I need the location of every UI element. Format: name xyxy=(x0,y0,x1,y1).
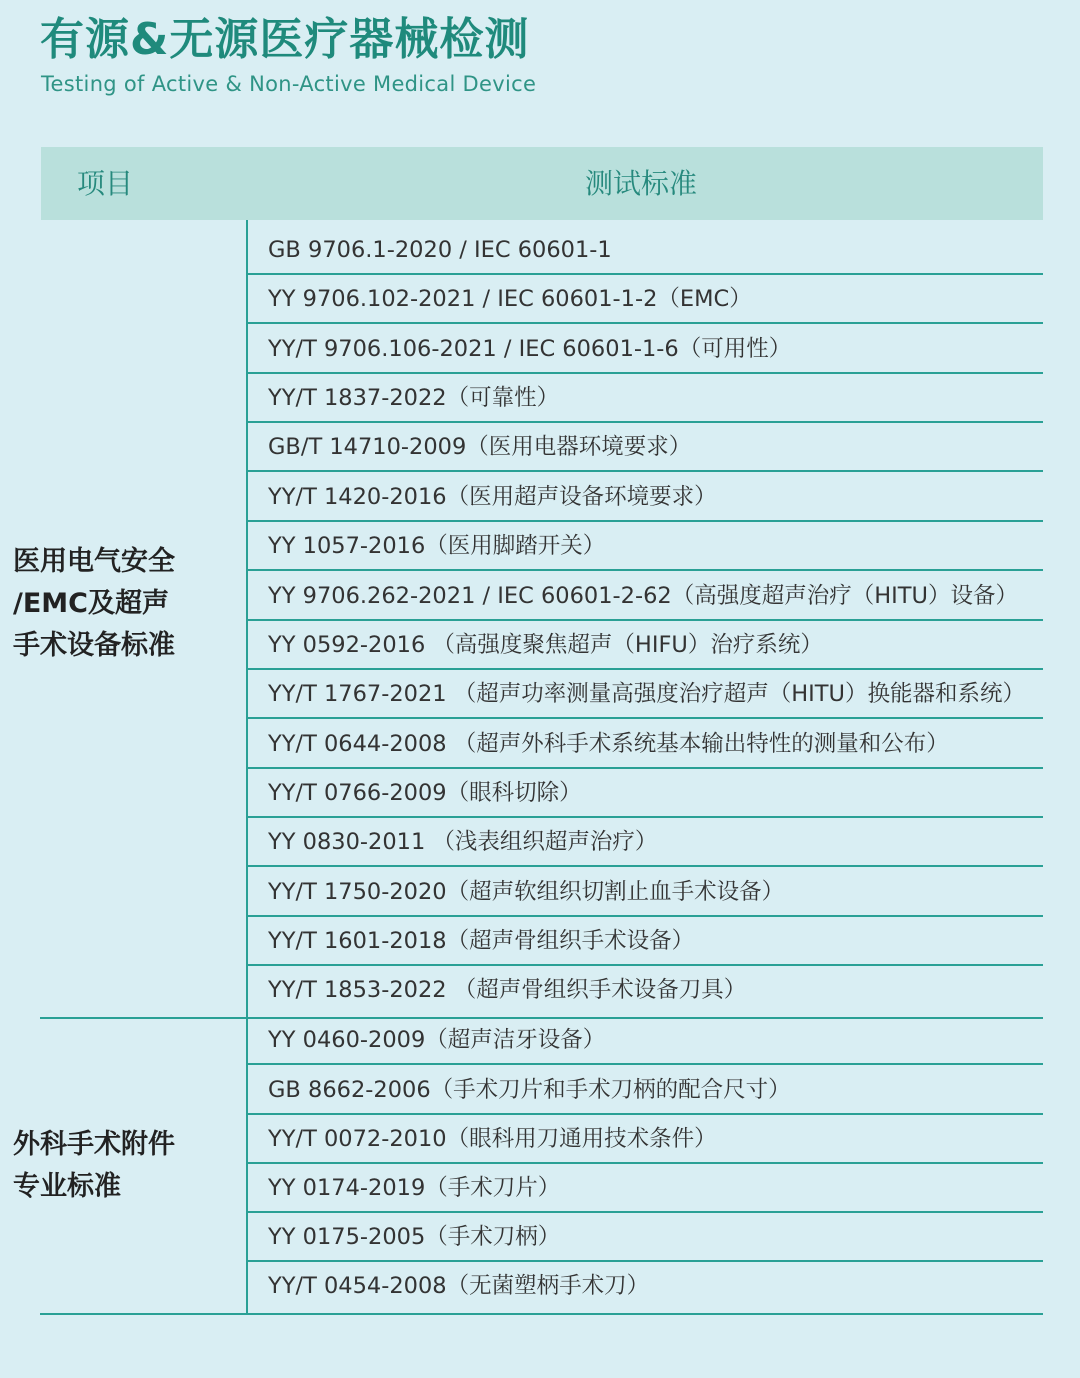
page-subtitle: Testing of Active & Non-Active Medical Device xyxy=(41,72,537,96)
table-row: YY 0830-2011 （浅表组织超声治疗） xyxy=(248,818,1043,867)
table-row: YY/T 1750-2020（超声软组织切割止血手术设备） xyxy=(248,868,1043,917)
table-row: YY/T 1837-2022（可靠性） xyxy=(248,374,1043,423)
category-line: /EMC及超声 xyxy=(13,588,169,619)
table-row: YY/T 0072-2010（眼科用刀通用技术条件） xyxy=(248,1115,1043,1164)
category-surgical-accessories xyxy=(13,1124,203,1208)
table-row: GB/T 14710-2009（医用电器环境要求） xyxy=(248,423,1043,472)
table-row: YY/T 0766-2009（眼科切除） xyxy=(248,769,1043,818)
table-row: YY 0460-2009（超声洁牙设备） xyxy=(248,1016,1043,1065)
table-row: YY/T 1420-2016（医用超声设备环境要求） xyxy=(248,473,1043,522)
table-row: YY 9706.262-2021 / IEC 60601-2-62（高强度超声治疗（HITU）设备） xyxy=(248,572,1043,621)
header-standard: 测试标准 xyxy=(585,167,698,200)
table-row: YY/T 1601-2018（超声骨组织手术设备） xyxy=(248,917,1043,966)
table-row: YY/T 1853-2022 （超声骨组织手术设备刀具） xyxy=(268,977,747,1003)
table-row: YY 1057-2016（医用脚踏开关） xyxy=(248,522,1043,571)
page-title: 有源&无源医疗器械检测 xyxy=(40,14,530,65)
table-row: GB 9706.1-2020 / IEC 60601-1 xyxy=(248,226,1043,275)
table-row: YY 9706.102-2021 / IEC 60601-1-2（EMC） xyxy=(248,275,1043,324)
table-row: GB 8662-2006（手术刀片和手术刀柄的配合尺寸） xyxy=(248,1066,1043,1115)
table-row: YY/T 0644-2008 （超声外科手术系统基本输出特性的测量和公布） xyxy=(248,720,1043,769)
table-row: YY 0592-2016 （高强度聚焦超声（HIFU）治疗系统） xyxy=(248,621,1043,670)
table-row: YY 0175-2005（手术刀柄） xyxy=(248,1213,1043,1262)
category-line: 外科手术附件 xyxy=(13,1129,175,1160)
category-line: 手术设备标准 xyxy=(13,630,175,661)
table-bottom-border xyxy=(40,1313,1043,1315)
category-line: 专业标准 xyxy=(13,1171,121,1202)
category-line: 医用电气安全 xyxy=(13,546,175,577)
category-electrical-safety xyxy=(13,541,203,667)
table-row: YY/T 9706.106-2021 / IEC 60601-1-6（可用性） xyxy=(248,325,1043,374)
header-item: 项目 xyxy=(77,167,134,200)
table-row: YY/T 0454-2008（无菌塑柄手术刀） xyxy=(268,1273,650,1299)
table-row: YY 0174-2019（手术刀片） xyxy=(248,1164,1043,1213)
table-row: YY/T 1767-2021 （超声功率测量高强度治疗超声（HITU）换能器和系统） xyxy=(248,670,1043,719)
table-header xyxy=(41,147,1043,220)
